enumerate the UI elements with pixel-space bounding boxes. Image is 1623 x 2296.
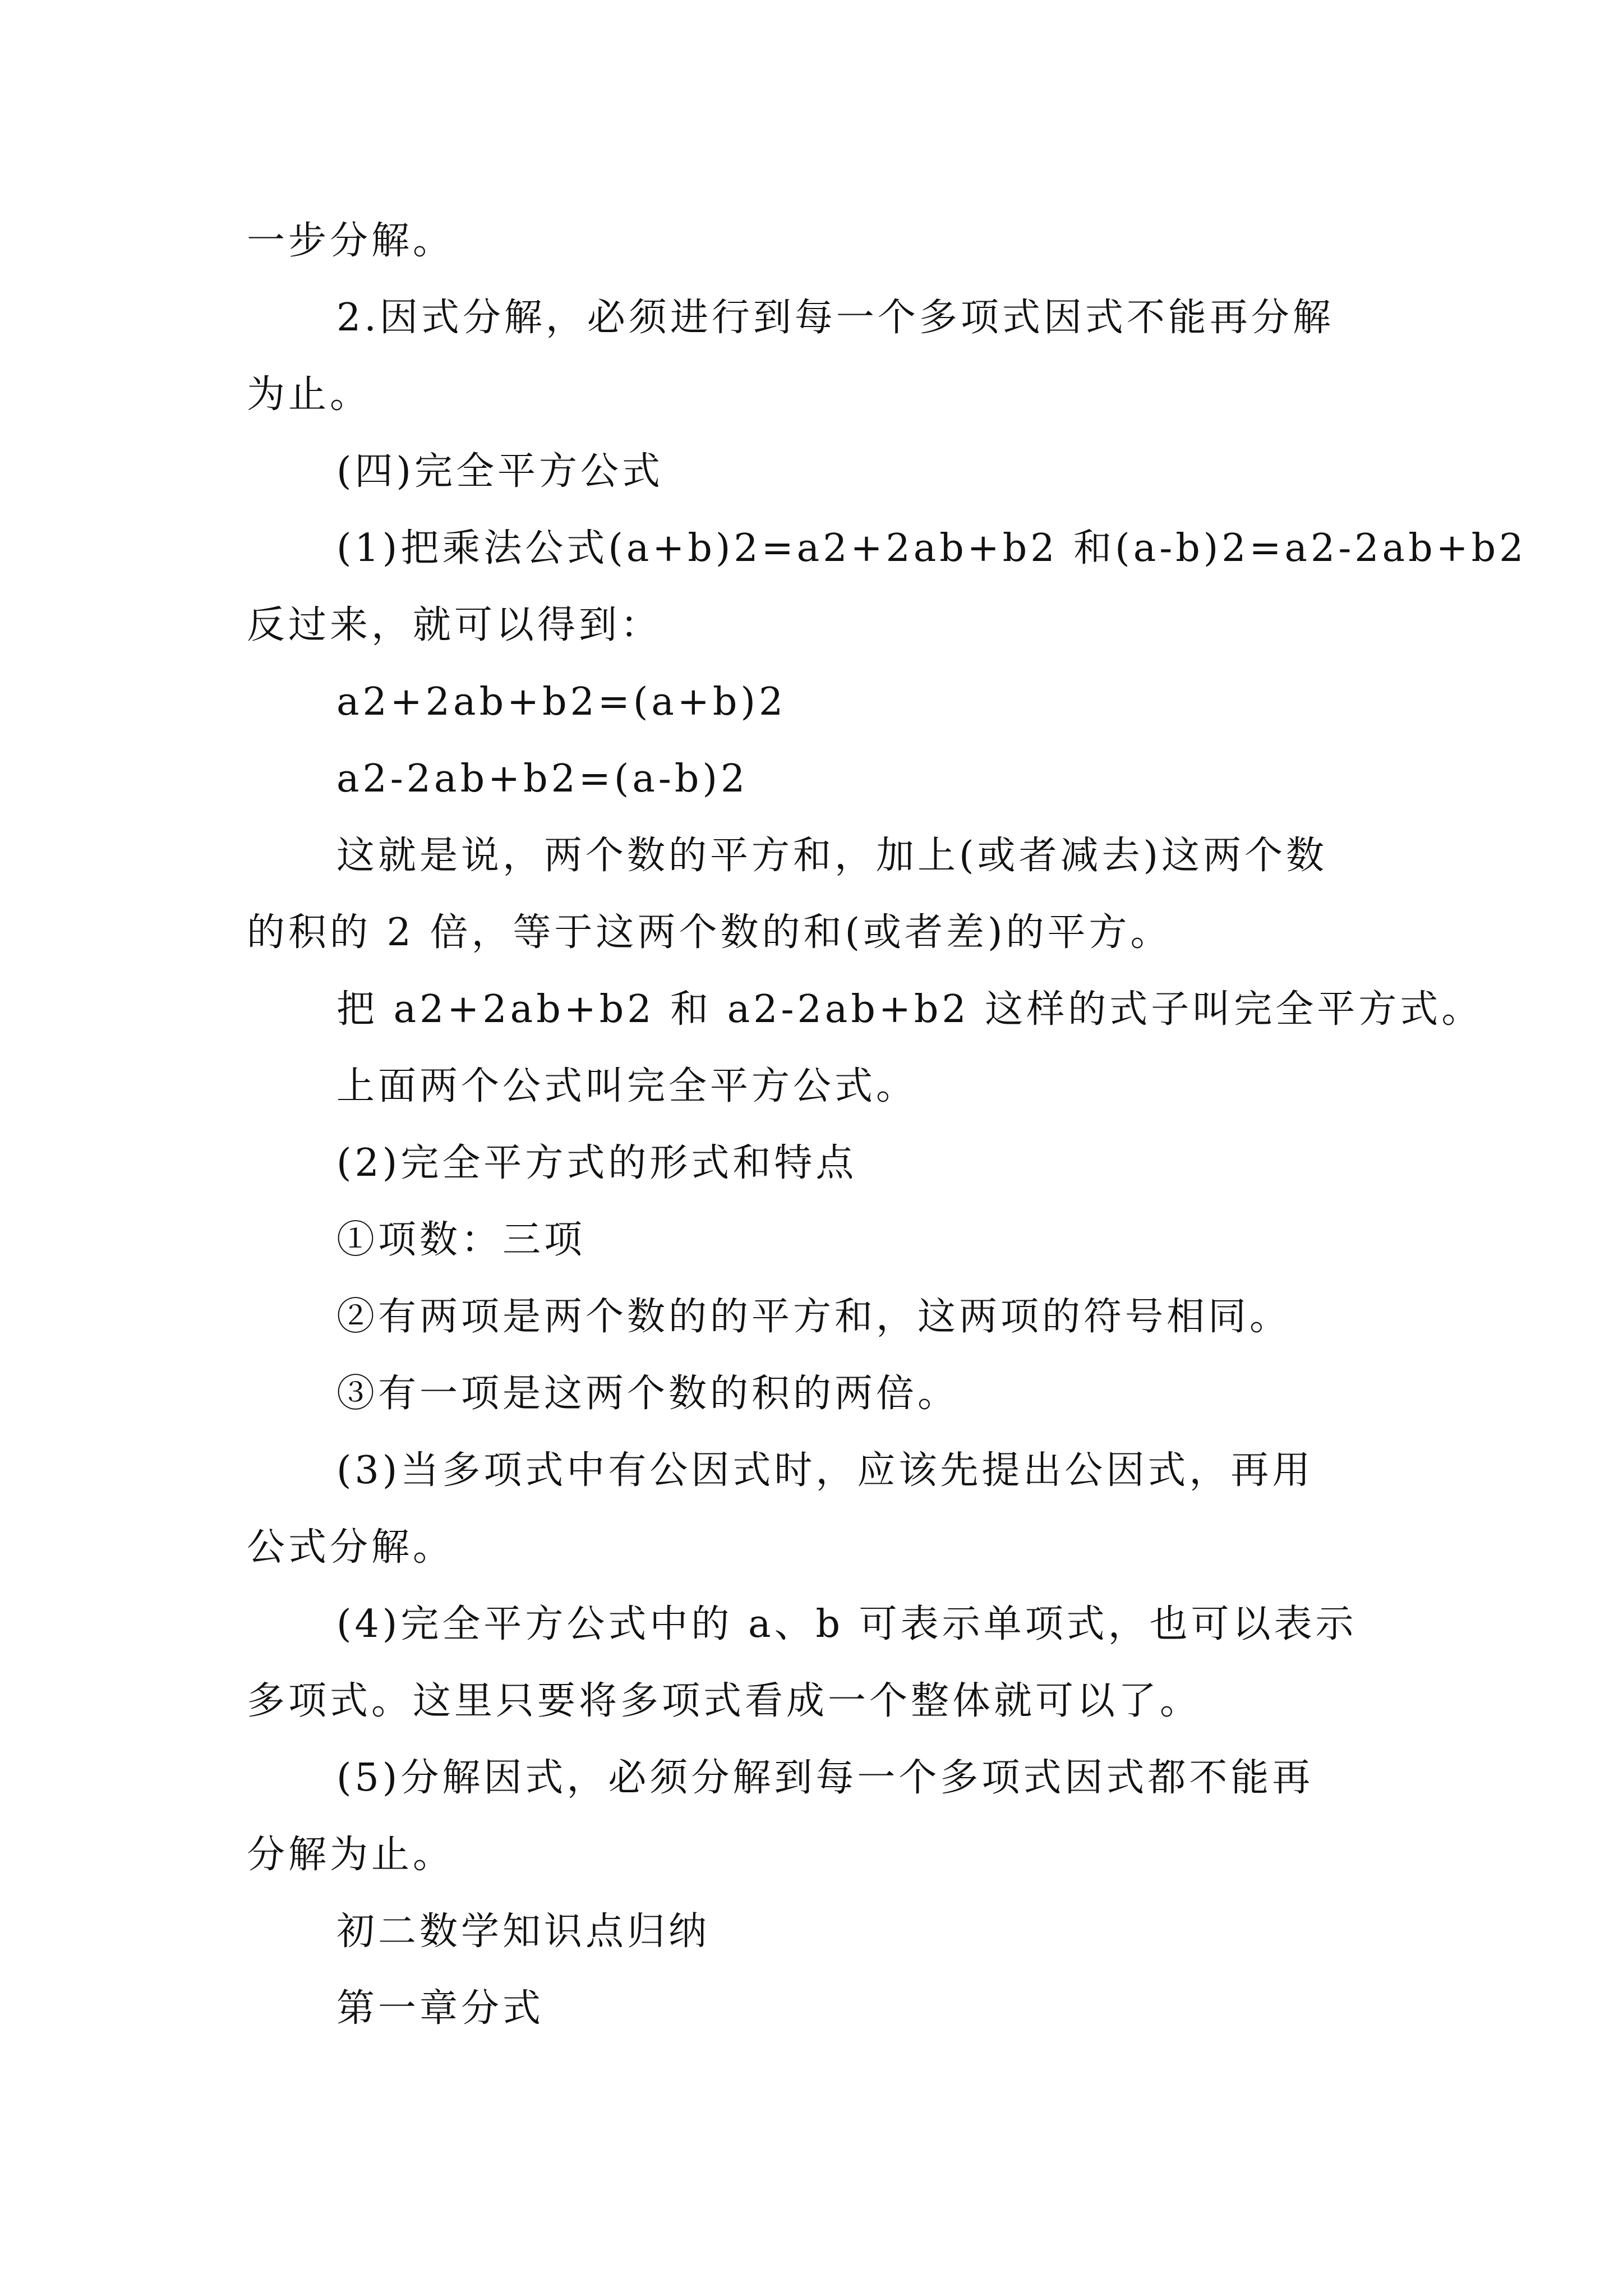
text-line: 一步分解。 [247,219,455,263]
text-line: 反过来，就可以得到： [247,603,662,647]
text-line: (5)分解因式，必须分解到每一个多项式因式都不能再 [336,1756,1314,1800]
subsection-heading: (2)完全平方式的形式和特点 [336,1141,857,1185]
section-heading: 初二数学知识点归纳 [336,1910,711,1954]
text-line: 这就是说，两个数的平方和，加上(或者减去)这两个数 [336,834,1328,878]
text-line: 2.因式分解，必须进行到每一个多项式因式不能再分解 [336,296,1334,340]
list-item: ③有一项是这两个数的积的两倍。 [336,1372,960,1416]
text-line: 为止。 [247,372,372,417]
section-heading: (四)完全平方公式 [336,449,664,494]
list-item: ①项数：三项 [336,1218,586,1262]
chapter-heading: 第一章分式 [336,1986,545,2031]
text-line: (3)当多项式中有公因式时，应该先提出公因式，再用 [336,1448,1314,1493]
formula-line: a2+2ab+b2=(a+b)2 [336,680,787,724]
text-line: (1)把乘法公式(a+b)2=a2+2ab+b2 和(a-b)2=a2-2ab+b2 [336,526,1527,570]
text-line: 上面两个公式叫完全平方公式。 [336,1064,918,1108]
text-line: 的积的 2 倍，等于这两个数的和(或者差)的平方。 [247,910,1172,955]
text-line: 公式分解。 [247,1525,455,1570]
formula-line: a2-2ab+b2=(a-b)2 [336,757,749,801]
text-line: (4)完全平方公式中的 a、b 可表示单项式，也可以表示 [336,1602,1357,1646]
text-line: 分解为止。 [247,1833,455,1877]
list-item: ②有两项是两个数的的平方和，这两项的符号相同。 [336,1295,1292,1339]
text-line: 多项式。这里只要将多项式看成一个整体就可以了。 [247,1679,1202,1723]
text-line: 把 a2+2ab+b2 和 a2-2ab+b2 这样的式子叫完全平方式。 [336,987,1483,1032]
